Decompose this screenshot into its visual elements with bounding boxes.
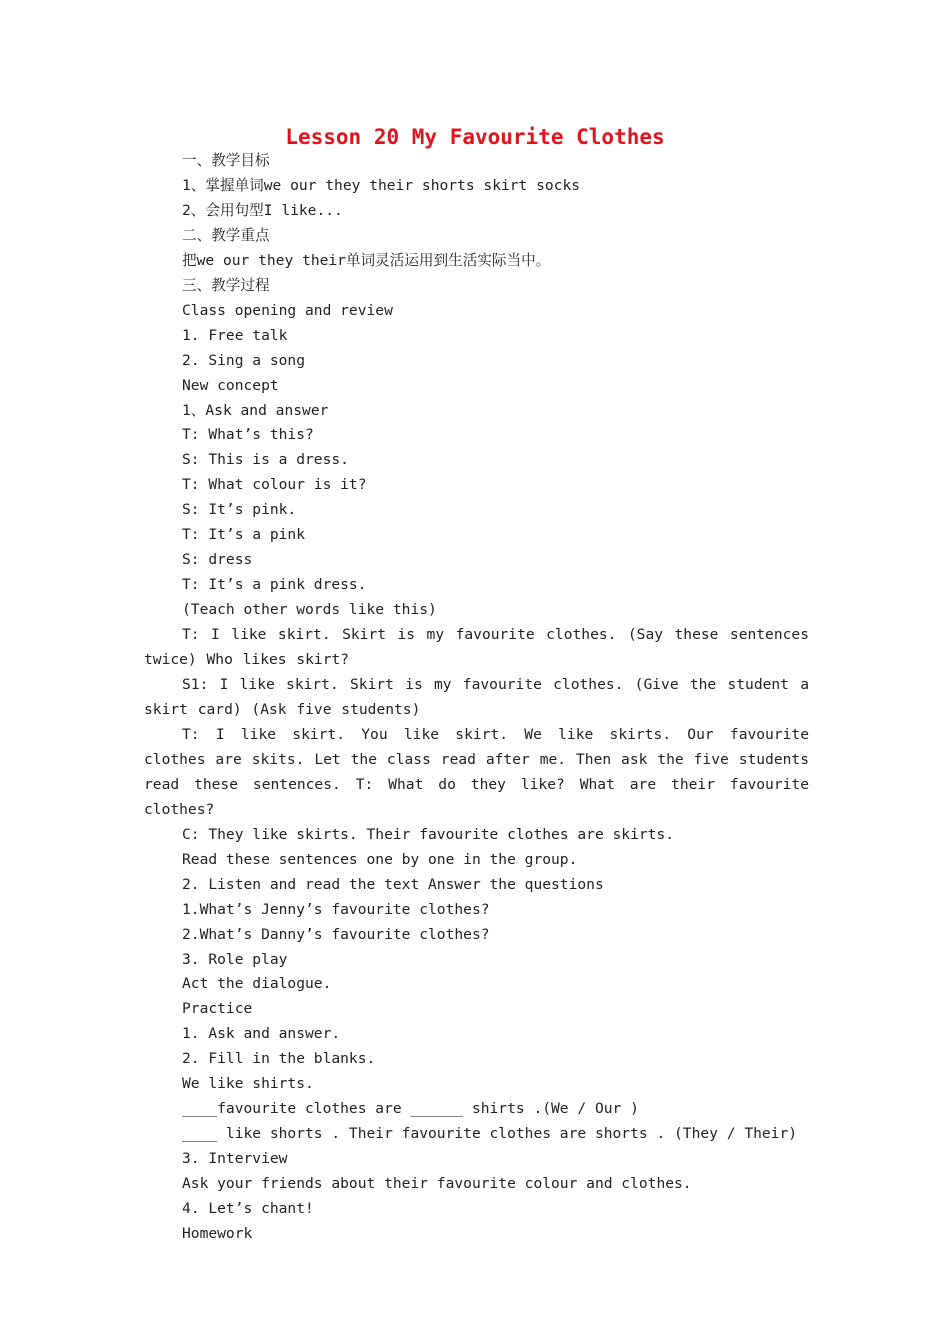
objective-item: 1、掌握单词we our they their shorts skirt socks (182, 176, 581, 194)
dialogue-line: T: What colour is it? (182, 476, 367, 494)
key-point-text: 把we our they their单词灵活运用到生活实际当中。 (182, 251, 551, 269)
step-item: 2. Sing a song (182, 351, 306, 369)
dialogue-paragraph: S1: I like skirt. Skirt is my favourite clothes. (Give the student a skirt card) (Ask five students) (144, 676, 809, 718)
exercise-line: ____favourite clothes are ______ shirts .(We / Our ) (182, 1100, 639, 1118)
dialogue-line: S: dress (182, 551, 253, 569)
step-item: 1. Free talk (182, 326, 288, 344)
question-item: 1.What’s Jenny’s favourite clothes? (182, 900, 490, 918)
question-item: 2.What’s Danny’s favourite clothes? (182, 925, 490, 943)
objective-item: 2、会用句型I like... (182, 201, 343, 219)
step-heading: Homework (182, 1224, 253, 1242)
exercise-line: ____ like shorts . Their favourite clothes are shorts . (They / Their) (182, 1125, 798, 1143)
teaching-note: Ask your friends about their favourite colour and clothes. (182, 1175, 692, 1193)
step-item: 4. Let’s chant! (182, 1200, 314, 1218)
teaching-note: Read these sentences one by one in the group. (182, 850, 578, 868)
step-item: 1、Ask and answer (182, 401, 329, 419)
dialogue-paragraph: T: I like skirt. You like skirt. We like skirts. Our favourite clothes are skits. Let the class read after me. Then ask the five students read these sentences. T: What do they like? What are their favourite clothes? (144, 725, 809, 818)
lesson-body (144, 149, 809, 1247)
section-heading-process: 三、教学过程 (182, 276, 270, 294)
section-heading-objectives: 一、教学目标 (182, 152, 270, 169)
dialogue-line: S: It’s pink. (182, 501, 297, 519)
lesson-title: Lesson 20 My Favourite Clothes (285, 125, 665, 149)
step-item: 3. Interview (182, 1150, 288, 1168)
section-heading-key-points: 二、教学重点 (182, 226, 270, 244)
dialogue-line: T: It’s a pink (182, 526, 306, 544)
teaching-note: Act the dialogue. (182, 975, 332, 993)
step-heading: Class opening and review (182, 301, 393, 319)
dialogue-paragraph: T: I like skirt. Skirt is my favourite clothes. (Say these sentences twice) Who likes skirt? (144, 626, 809, 669)
step-heading: New concept (182, 376, 279, 394)
step-item: 2. Listen and read the text Answer the questions (182, 875, 604, 893)
dialogue-line: T: It’s a pink dress. (182, 576, 367, 594)
step-item: 3. Role play (182, 950, 288, 968)
dialogue-line: C: They like skirts. Their favourite clothes are skirts. (182, 825, 675, 843)
teaching-note: (Teach other words like this) (182, 601, 437, 619)
dialogue-line: T: What’s this? (182, 426, 314, 444)
step-item: 2. Fill in the blanks. (182, 1050, 376, 1068)
dialogue-line: S: This is a dress. (182, 451, 349, 469)
step-item: 1. Ask and answer. (182, 1025, 341, 1043)
step-heading: Practice (182, 1000, 253, 1018)
exercise-line: We like shirts. (182, 1075, 314, 1093)
